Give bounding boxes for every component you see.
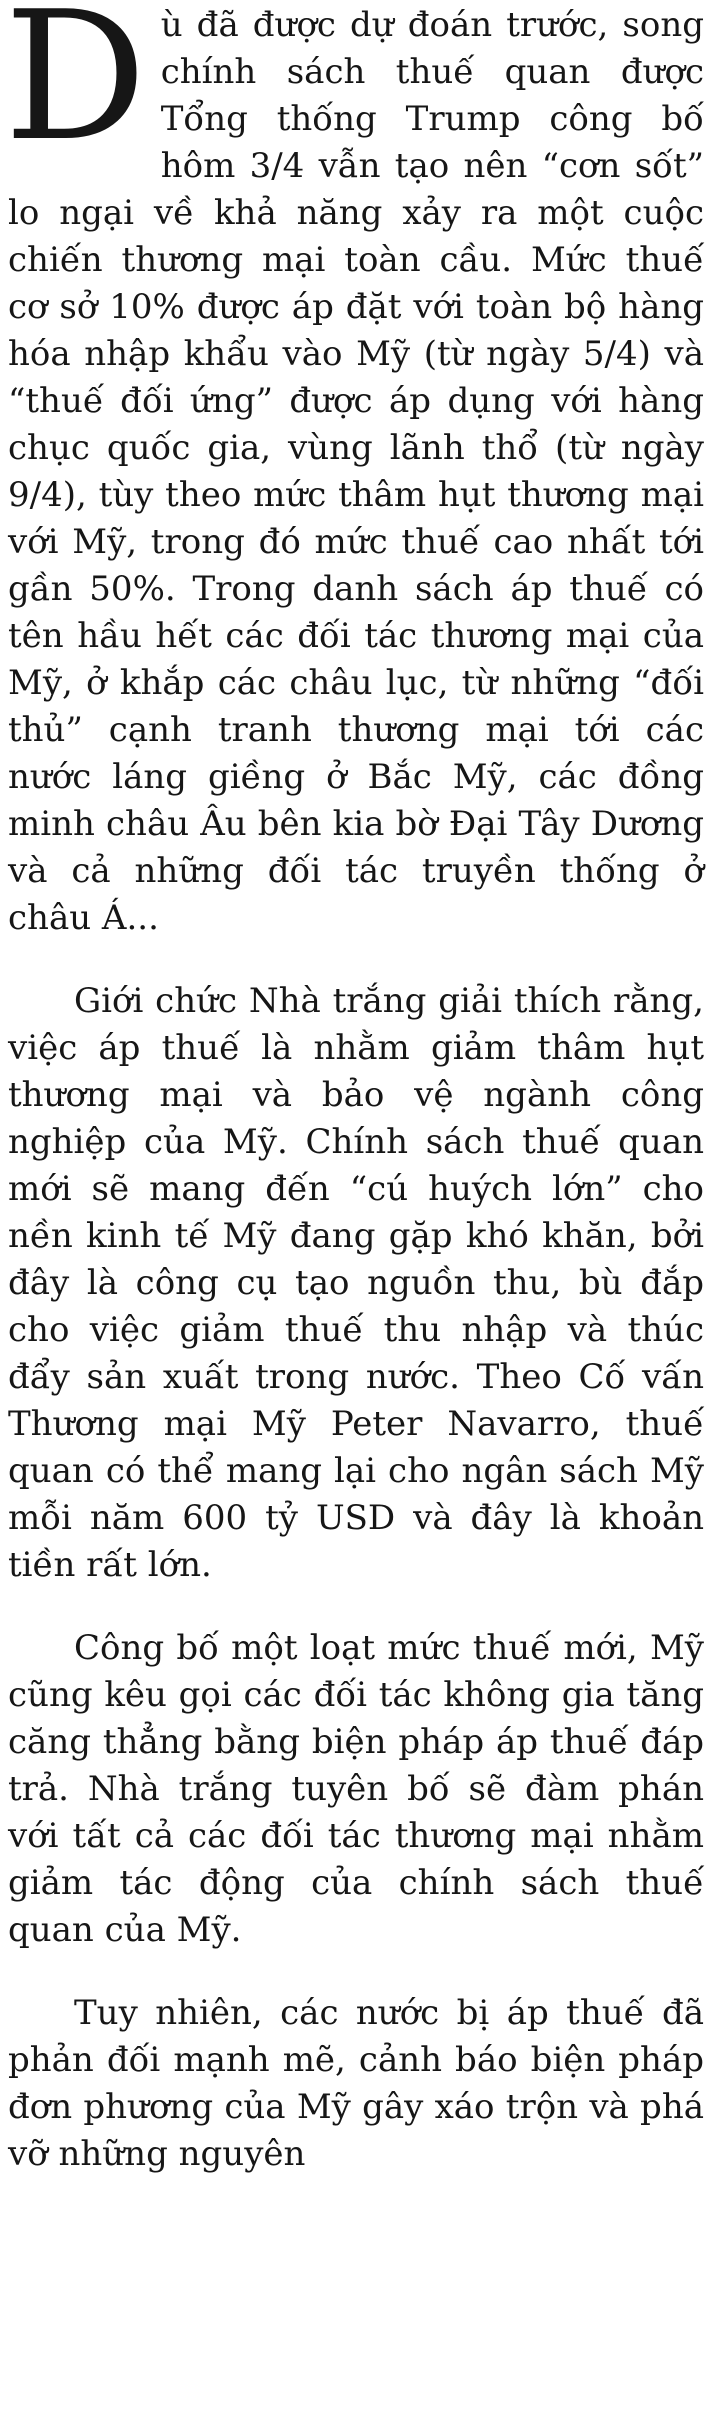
article-paragraph-3: Công bố một loạt mức thuế mới, Mỹ cũng kêu gọi các đối tác không gia tăng căng thẳng bằng biện pháp áp thuế đáp trả. Nhà trắng tuyên bố sẽ đàm phán với tất cả các đối tác thương mại nhằm giảm tác động của chính sách thuế quan của Mỹ. xyxy=(8,1628,704,1950)
drop-cap-letter: D xyxy=(4,0,147,180)
article-paragraph-1 xyxy=(4,0,704,942)
paragraph-1-text: ù đã được dự đoán trước, song chính sách thuế quan được Tổng thống Trump công bố hôm 3/4 vẫn tạo nên “cơn sốt” lo ngại về khả năng xảy ra một cuộc chiến thương mại toàn cầu. Mức thuế cơ sở 10% được áp đặt với toàn bộ hàng hóa nhập khẩu vào Mỹ (từ ngày 5/4) và “thuế đối ứng” được áp dụng với hàng chục quốc gia, vùng lãnh thổ (từ ngày 9/4), tùy theo mức thâm hụt thương mại với Mỹ, trong đó mức thuế cao nhất tới gần 50%. Trong danh sách áp thuế có tên hầu hết các đối tác thương mại của Mỹ, ở khắp các châu lục, từ những “đối thủ” cạnh tranh thương mại tới các nước láng giềng ở Bắc Mỹ, các đồng minh châu Âu bên kia bờ Đại Tây Dương và cả những đối tác truyền thống ở châu Á... xyxy=(8,5,704,938)
article-paragraph-2: Giới chức Nhà trắng giải thích rằng, việc áp thuế là nhằm giảm thâm hụt thương mại và bảo vệ ngành công nghiệp của Mỹ. Chính sách thuế quan mới sẽ mang đến “cú huých lớn” cho nền kinh tế Mỹ đang gặp khó khăn, bởi đây là công cụ tạo nguồn thu, bù đắp cho việc giảm thuế thu nhập và thúc đẩy sản xuất trong nước. Theo Cố vấn Thương mại Mỹ Peter Navarro, thuế quan có thể mang lại cho ngân sách Mỹ mỗi năm 600 tỷ USD và đây là khoản tiền rất lớn. xyxy=(8,981,704,1585)
article-paragraph-4: Tuy nhiên, các nước bị áp thuế đã phản đối mạnh mẽ, cảnh báo biện pháp đơn phương của Mỹ gây xáo trộn và phá vỡ những nguyên xyxy=(8,1993,704,2174)
